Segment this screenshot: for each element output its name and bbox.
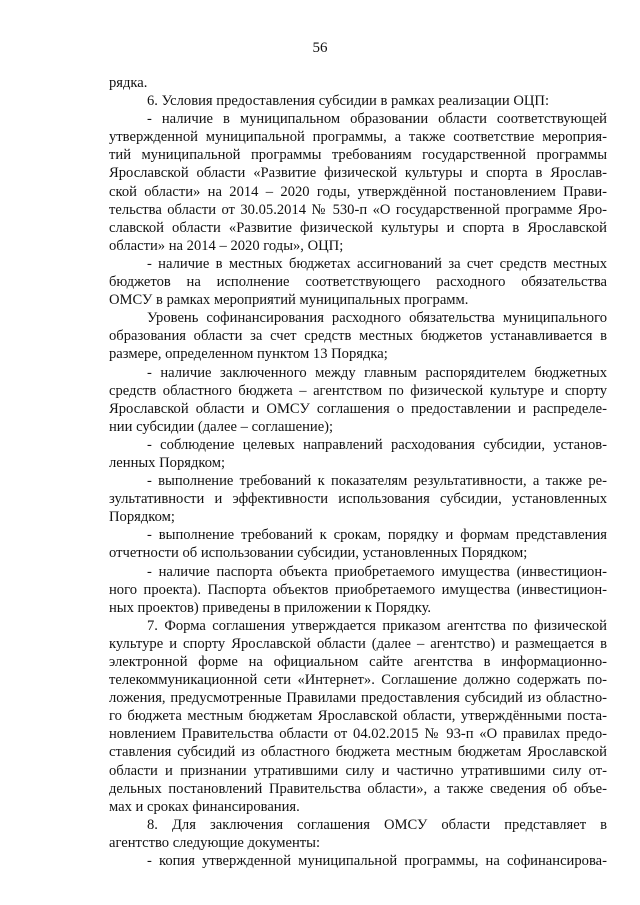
text-line: ставления субсидий из областного бюджета местным бюджетам Ярославской [109, 744, 607, 761]
text-line: агентство следующие документы: [109, 834, 321, 851]
text-line: ской области» на 2014 – 2020 годы, утверждённой постановлением Прави- [109, 183, 607, 200]
body-text [109, 74, 607, 870]
text-line: бюджетов на исполнение соответствующего расходного обязательства [109, 274, 607, 291]
text-line: славской области «Развитие физической культуры и спорта в Ярославской [109, 219, 607, 236]
text-line: телекоммуникационной сети «Интернет». Соглашение должно содержать по- [109, 672, 607, 689]
text-line: средств областного бюджета – агентством по физической культуре и спорту [109, 382, 607, 399]
text-line: утвержденной муниципальной программы, а также соответствие мероприя- [109, 129, 607, 146]
text-line: - соблюдение целевых направлений расходования субсидии, установ- [147, 436, 607, 453]
text-line: - наличие в муниципальном образовании области соответствующей [147, 111, 607, 128]
text-line: ного проекта). Паспорта объектов приобретаемого имущества (инвестицион- [109, 581, 607, 598]
text-line: области и признании утратившими силу и частично утратившими силу от- [109, 762, 607, 779]
text-line: - выполнение требований к срокам, порядку и формам представления [147, 527, 607, 544]
text-line: - копия утвержденной муниципальной программы, на софинансирова- [147, 853, 607, 870]
text-line: 7. Форма соглашения утверждается приказом агентства по физической [147, 617, 607, 634]
text-line: - наличие в местных бюджетах ассигнований за счет средств местных [147, 255, 607, 272]
text-line: культуре и спорту Ярославской области (далее – агентство) и размещается в [109, 635, 607, 652]
text-line: го бюджета местным бюджетам Ярославской области, утверждёнными поста- [109, 708, 607, 725]
text-line: Ярославской области «Развитие физической культуры и спорта в Ярослав- [109, 165, 607, 182]
text-line: тий муниципальной программы требованиям государственной программы [109, 147, 607, 164]
text-line: - наличие заключенного между главным распорядителем бюджетных [147, 364, 607, 381]
text-line: Ярославской области и ОМСУ соглашения о предоставлении и распределе- [109, 400, 607, 417]
text-line: - выполнение требований к показателям результативности, а также ре- [147, 473, 607, 490]
text-line: 8. Для заключения соглашения ОМСУ области представляет в [147, 816, 607, 833]
text-line: - наличие паспорта объекта приобретаемого имущества (инвестицион- [147, 563, 607, 580]
text-line: образования области за счет средств местных бюджетов устанавливается в [109, 328, 607, 345]
text-line: ложения, предусмотренные Правилами предоставления субсидий из областно- [109, 690, 607, 707]
page-number: 56 [312, 40, 328, 56]
text-line: тельства области от 30.05.2014 № 530-п «О государственной программе Яро- [109, 201, 607, 218]
text-line: Порядком; [109, 509, 175, 526]
text-line: ОМСУ в рамках мероприятий муниципальных программ. [109, 292, 469, 309]
text-line: 6. Условия предоставления субсидии в рамках реализации ОЦП: [147, 93, 549, 110]
text-line: новлением Правительства области от 04.02.2015 № 93-п «О правилах предо- [109, 726, 607, 743]
text-line: ленных Порядком; [109, 454, 226, 471]
text-line: ных проектов) приведены в приложении к Порядку. [109, 599, 432, 616]
text-line: зультативности и эффективности использования субсидии, установленных [109, 491, 607, 508]
text-line: нии субсидии (далее – соглашение); [109, 418, 334, 435]
text-line: мах и сроках финансирования. [109, 798, 300, 815]
text-line: Уровень софинансирования расходного обязательства муниципального [147, 310, 607, 327]
text-line: дельных постановлений Правительства области», а также сведения об объе- [109, 780, 607, 797]
text-line: электронной форме на официальном сайте агентства в информационно- [109, 654, 607, 670]
text-line: размере, определенном пунктом 13 Порядка; [109, 346, 388, 363]
text-line: рядка. [109, 75, 148, 91]
text-line: отчетности об использовании субсидии, установленных Порядком; [109, 545, 528, 562]
text-line: области» на 2014 – 2020 годы», ОЦП; [109, 237, 344, 254]
